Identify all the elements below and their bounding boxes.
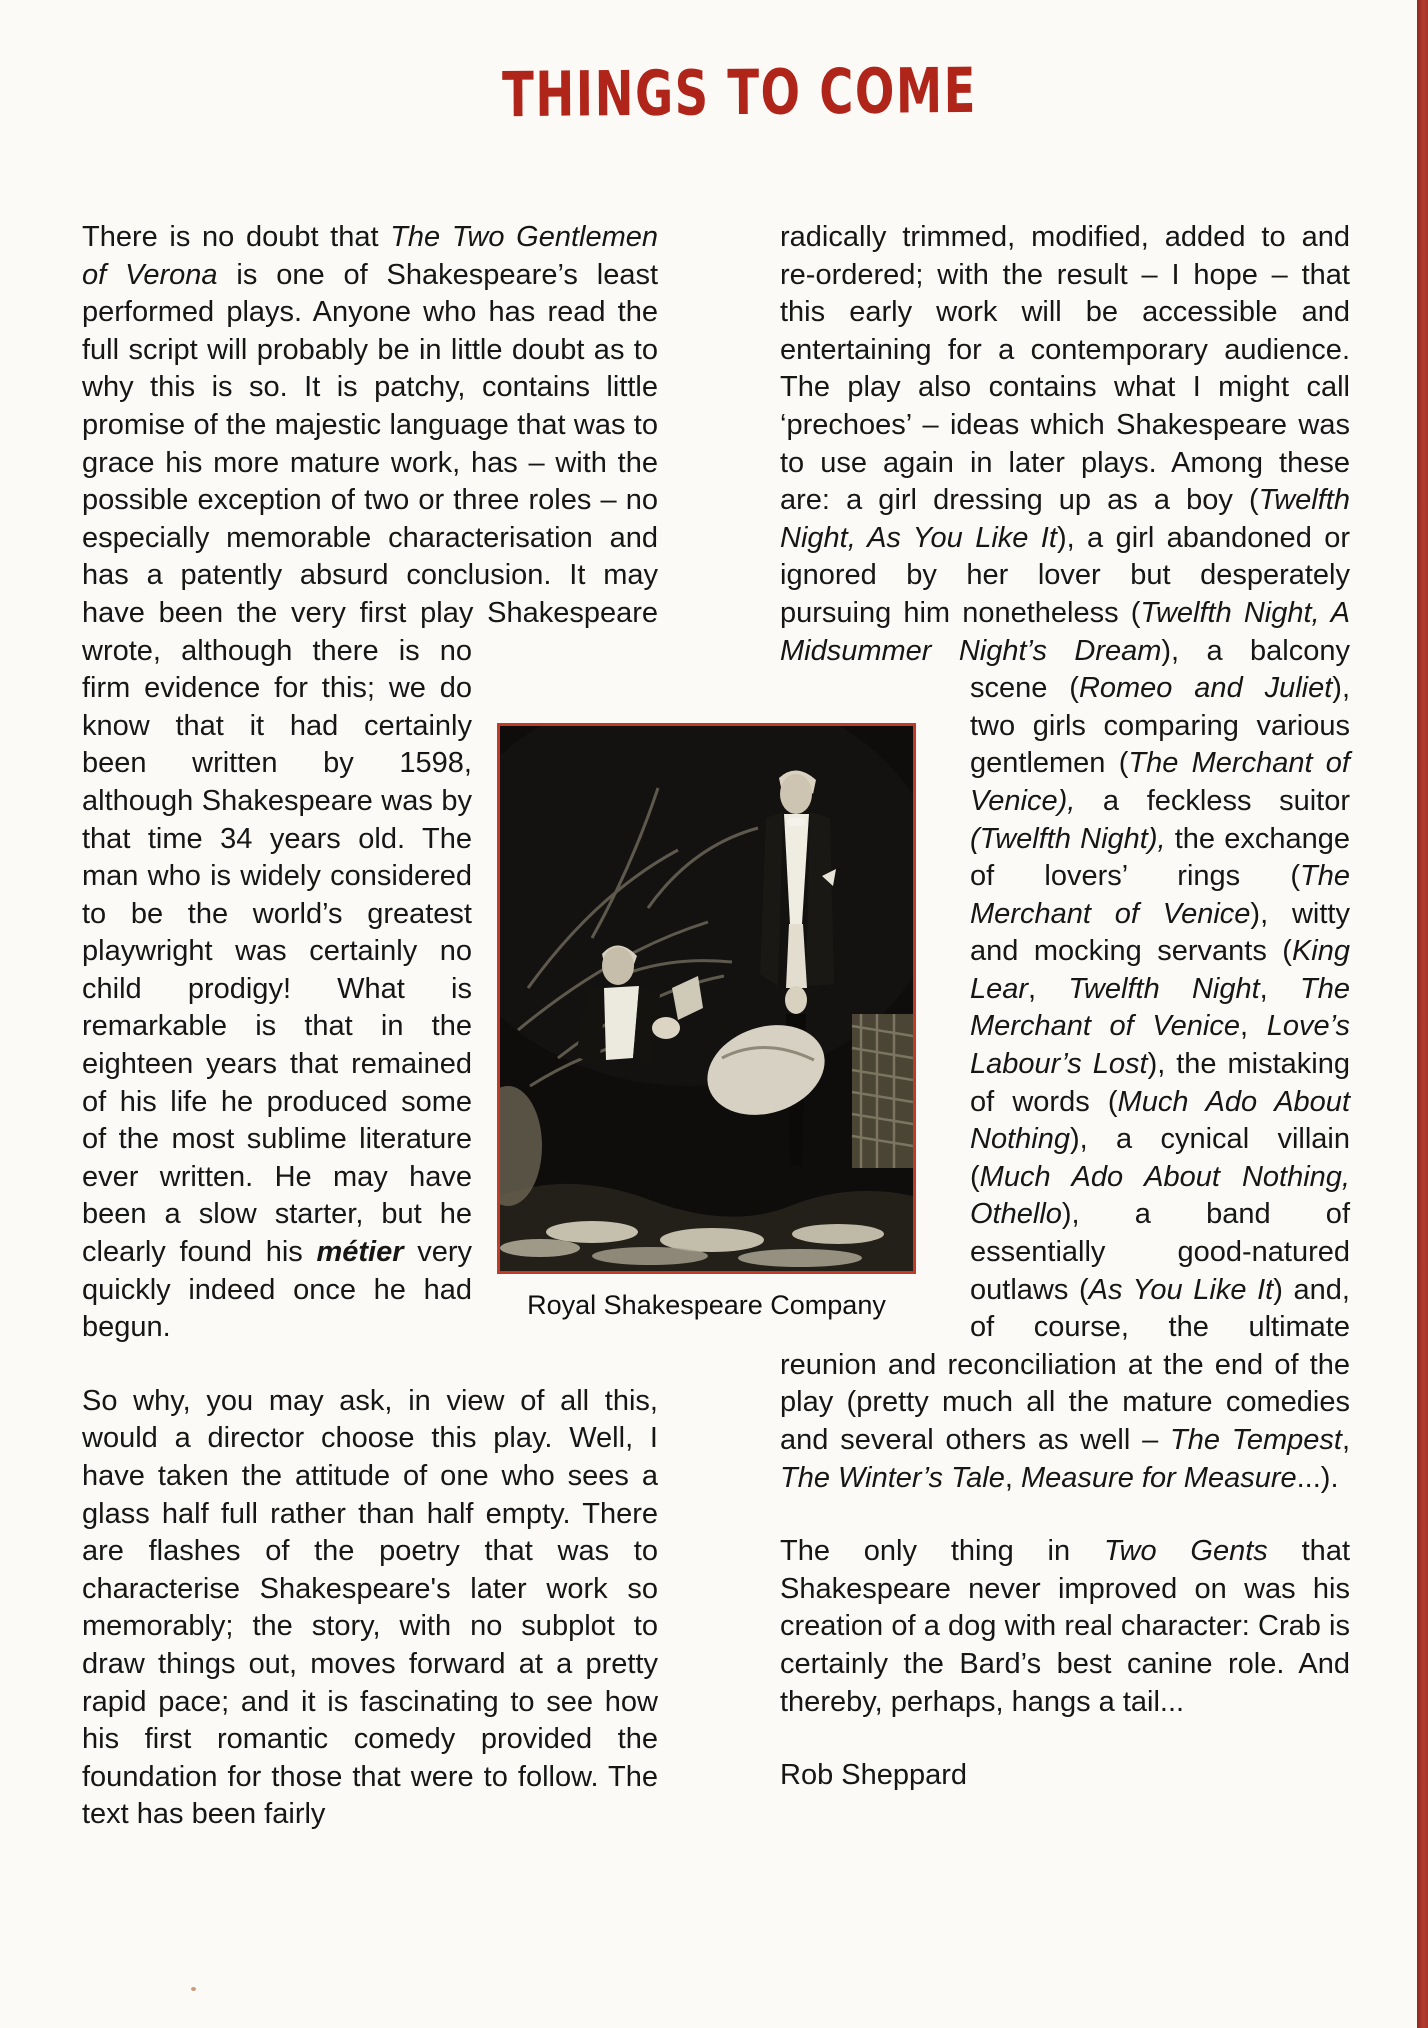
para-director-choice	[82, 1383, 658, 1834]
text-run: The Merchant of Venice	[970, 860, 1350, 930]
text-run: (Twelfth Night),	[970, 822, 1166, 855]
page-title: THINGS TO COME	[502, 53, 978, 132]
text-run: although there is no firm evidence for this; we do know that it had certainly been written by 1598, although Shakespeare was by that time 34 years old. The man who is widely considered to be the world’s greatest playwright was certainly no child prodigy! What is remarkable is that in the eighteen years that remained of his life he produced some of the most sublime literature ever written. He may have been a slow starter, but he clearly found his	[82, 634, 472, 1269]
scan-speck	[191, 1987, 196, 1991]
text-run: ) and, of course, the ultimate reunion and reconciliation at the end of the play (pretty much all the mature comedies and several others as well –	[780, 1273, 1350, 1456]
text-run: ), a cynical villain (	[970, 1123, 1350, 1193]
text-run: a feckless suitor	[1075, 784, 1350, 817]
page-edge-rule	[1417, 0, 1428, 2028]
text-run: The Tempest	[1170, 1424, 1342, 1456]
text-run: ,	[1341, 1424, 1351, 1456]
text-run: ), a band of essentially good-natured outlaws (	[970, 1198, 1350, 1306]
text-run: that Shakespeare never improved on was his creation of a dog with real character: Crab is certainly the Bard’s best canine role. And thereby, perhaps, hangs a tail...	[780, 1535, 1350, 1718]
text-run: scene (	[970, 672, 1079, 705]
text-run: is one of Shakespeare’s least performed plays. Anyone who has read the full script will probably be in little doubt as to why this is so. It is patchy, contains little promise of the majestic language that was to grace his more mature work, has – with the possible exception of two or three roles – no especially memorable characterisation and has a patently absurd conclusion. It may have been the very first play Shakespeare wrote,	[82, 258, 659, 667]
text-run: Twelfth Night, A Midsummer Night’s Dream	[780, 596, 1350, 667]
text-run: the exchange of lovers’ rings (	[970, 822, 1350, 893]
text-run: Much Ado About Nothing, Othello	[970, 1160, 1350, 1231]
photo-caption: Royal Shakespeare Company	[527, 1290, 886, 1320]
text-run: The only thing in	[780, 1535, 1104, 1568]
page-header	[0, 53, 1428, 132]
author-signature	[780, 1757, 1350, 1795]
text-run: métier	[316, 1236, 404, 1269]
text-run: Measure for Measure	[1021, 1461, 1297, 1494]
text-run: ), two girls comparing various gentlemen (	[970, 672, 1350, 780]
text-run: Twelfth Night	[1068, 972, 1260, 1005]
text-run: The Merchant of Venice),	[970, 747, 1350, 817]
text-run: radically trimmed, modified, added to and re-ordered; with the result – I hope – that this early work will be accessible and entertaining for a contemporary audience. The play also contains what I might call ‘prechoes’ – ideas which Shakespeare was to use again in later plays. Among these are: a girl dressing up as a boy (	[780, 221, 1350, 517]
text-run: The Winter’s Tale	[780, 1461, 1005, 1494]
stage-photo-illustration	[500, 726, 913, 1271]
text-run: King Lear	[970, 935, 1350, 1005]
text-run: ), a girl abandoned or ignored by her lover but desperately pursuing him nonetheless (	[780, 521, 1351, 629]
text-run: ,	[1259, 972, 1300, 1005]
text-run: ), the mistaking of words (	[970, 1048, 1350, 1118]
stage-photo	[497, 723, 916, 1274]
text-run: ,	[1028, 972, 1069, 1005]
text-run: ), witty and mocking servants (	[970, 897, 1350, 968]
text-run: Love’s Labour’s Lost	[970, 1010, 1350, 1081]
text-run: Much Ado About Nothing	[970, 1085, 1350, 1156]
text-run: ,	[1004, 1461, 1021, 1494]
text-run: Two Gents	[1103, 1535, 1268, 1568]
text-run: ...).	[1296, 1461, 1339, 1494]
text-run: Romeo and Juliet	[1078, 672, 1333, 705]
para-crab	[780, 1533, 1350, 1721]
text-run: ,	[1239, 1010, 1267, 1043]
production-photo-figure	[497, 723, 916, 1321]
text-run: The Two Gentlemen of Verona	[82, 221, 659, 291]
text-run: very quickly indeed once he had begun.	[82, 1236, 472, 1344]
text-run: As You Like It	[1088, 1273, 1274, 1306]
wicker-chair	[852, 1014, 913, 1168]
text-run: ), a balcony	[1161, 634, 1350, 667]
text-run: There is no doubt that	[82, 221, 391, 253]
text-run: The Merchant of Venice	[970, 972, 1350, 1043]
text-run: So why, you may ask, in view of all this, would a director choose this play. Well, I have taken the attitude of one who sees a glass half full rather than half empty. There are flashes of the poetry that was to characterise Shakespeare's later work so memorably; the story, with no subplot to draw things out, moves forward at a pretty rapid pace; and it is fascinating to see how his first romantic comedy provided the foundation for those that were to follow. The text has been fairly	[82, 1384, 658, 1831]
text-run: Rob Sheppard	[780, 1759, 968, 1792]
text-run: Twelfth Night, As You Like It	[780, 484, 1350, 554]
